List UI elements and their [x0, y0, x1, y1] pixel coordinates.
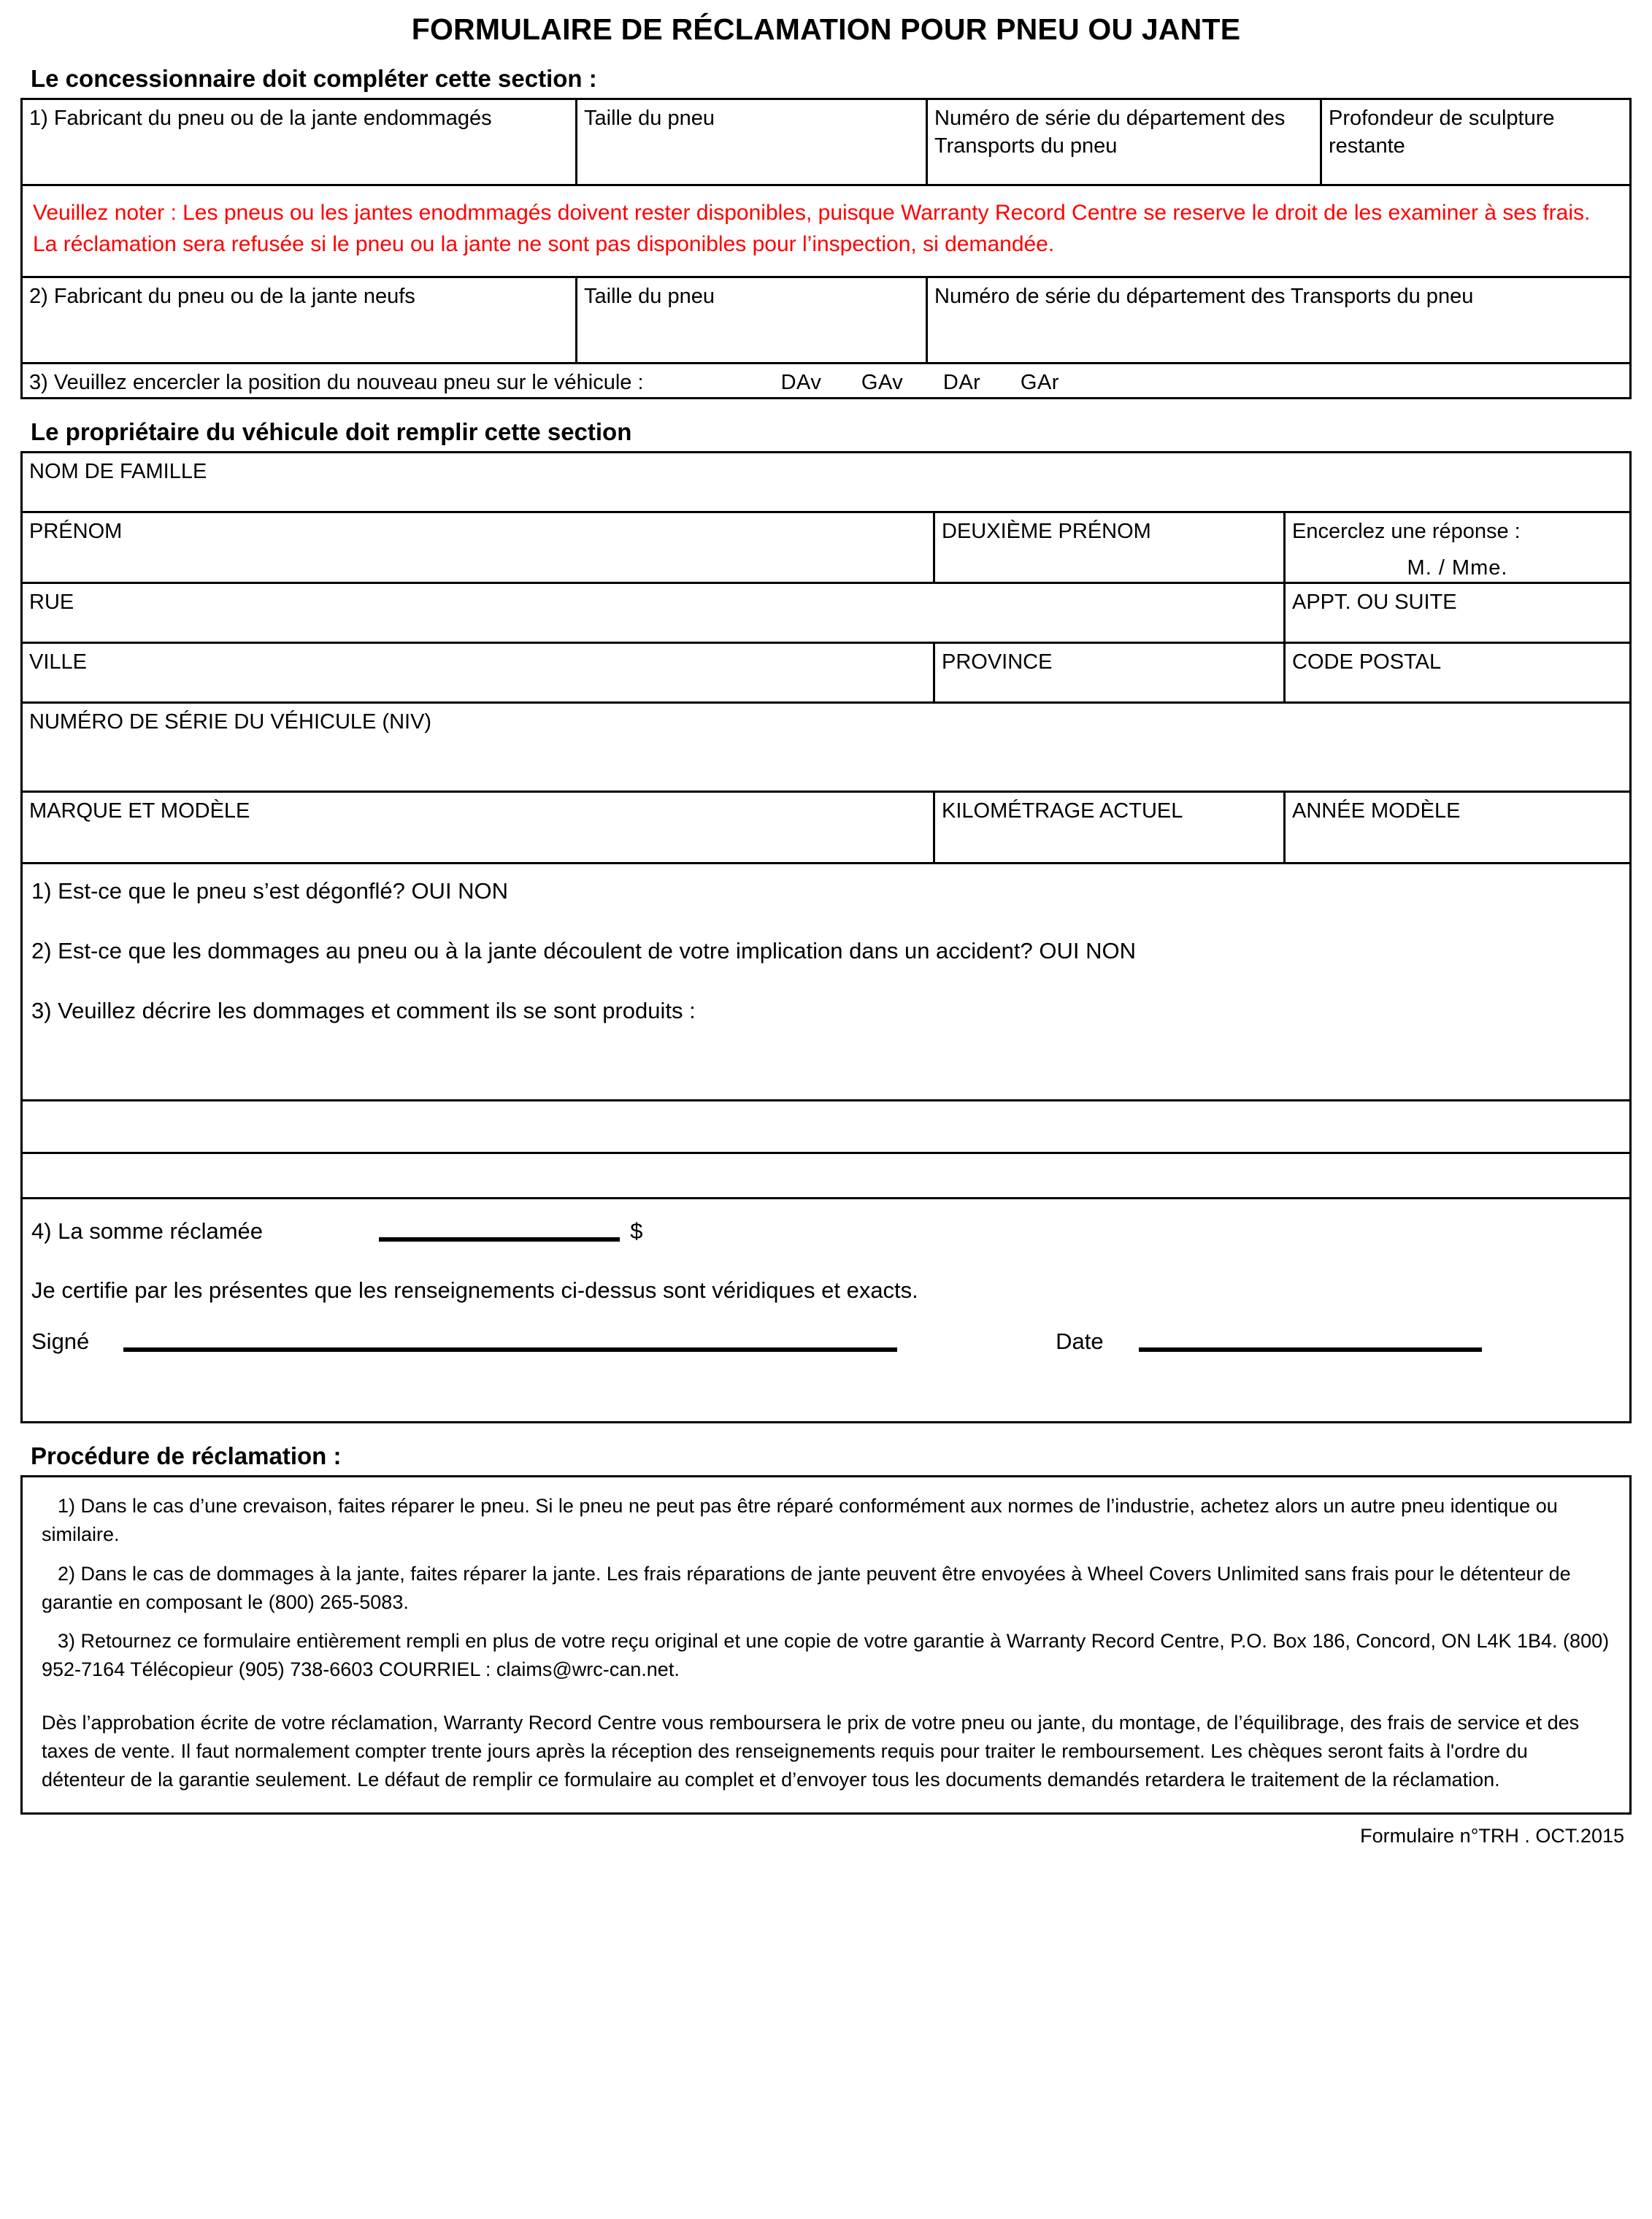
- field-middle-name[interactable]: [934, 512, 1285, 582]
- procedure-item-2: 2) Dans le cas de dommages à la jante, faites réparer la jante. Les frais réparations de jante peuvent être envoyées à Wheel Covers Unlimited sans frais pour le détenteur de garantie en composant le (800) 265-5083.: [42, 1562, 1571, 1613]
- owner-row-names: [22, 512, 1631, 582]
- signature-input[interactable]: [123, 1328, 897, 1352]
- procedure-item-3: 3) Retournez ce formulaire entièrement rempli en plus de votre reçu original et une copie de votre garantie à Warranty Record Centre, P.O. Box 186, Concord, ON L4K 1B4. (800) 952-7164 Télécopieur (905) 738-6603 COURRIEL : claims@wrc-can.net.: [42, 1629, 1610, 1681]
- field-city-label: VILLE: [29, 650, 87, 674]
- signature-label: Signé: [31, 1328, 90, 1354]
- field-make-model-label: MARQUE ET MODÈLE: [29, 799, 250, 823]
- question-1[interactable]: 1) Est-ce que le pneu s’est dégonflé? OUI NON: [31, 878, 509, 904]
- tire-position-option-gav[interactable]: GAv: [861, 371, 904, 395]
- field-vin-label: NUMÉRO DE SÉRIE DU VÉHICULE (NIV): [29, 710, 432, 734]
- question-2[interactable]: 2) Est-ce que les dommages au pneu ou à la jante découlent de votre implication dans un accident? OUI NON: [31, 938, 1136, 964]
- field-model-year[interactable]: [1285, 792, 1631, 864]
- field-first-name[interactable]: [22, 512, 934, 582]
- procedure-section-heading: Procédure de réclamation :: [31, 1442, 342, 1470]
- owner-row-description-line-2: [22, 1153, 1631, 1199]
- field-new-tire-size-label: Taille du pneu: [584, 285, 715, 309]
- form-footer: Formulaire n°TRH . OCT.2015: [1360, 1824, 1624, 1847]
- owner-row-description-line-1: [22, 1101, 1631, 1153]
- field-street-label: RUE: [29, 591, 74, 615]
- owner-table: [20, 451, 1632, 1423]
- field-postal-code-label: CODE POSTAL: [1292, 650, 1442, 674]
- field-new-dot-serial[interactable]: [927, 277, 1631, 364]
- field-title-prompt: Encerclez une réponse :: [1292, 519, 1521, 543]
- tire-position-row: [22, 364, 1631, 399]
- owner-row-amount-sign: [22, 1199, 1631, 1423]
- claim-amount-currency: $: [630, 1218, 643, 1245]
- field-damaged-dot-serial[interactable]: [927, 99, 1321, 185]
- field-new-manufacturer-label: 2) Fabricant du pneu ou de la jante neufs: [29, 285, 415, 309]
- date-input[interactable]: [1139, 1328, 1482, 1352]
- field-apt-label: APPT. OU SUITE: [1292, 591, 1457, 615]
- procedure-box: [20, 1475, 1632, 1814]
- owner-row-lastname: [22, 452, 1631, 512]
- tire-position-option-dav[interactable]: DAv: [780, 371, 822, 395]
- question-spacer-1: [31, 907, 1619, 936]
- field-mileage-label: KILOMÉTRAGE ACTUEL: [942, 799, 1183, 823]
- field-tread-depth[interactable]: [1321, 99, 1631, 185]
- field-new-manufacturer[interactable]: [22, 277, 577, 364]
- dealer-row-damaged: [22, 99, 1631, 185]
- dealer-warning-row: [22, 185, 1631, 277]
- claim-amount-input[interactable]: [379, 1218, 620, 1242]
- page-title: FORMULAIRE DE RÉCLAMATION POUR PNEU OU JANTE: [411, 12, 1241, 46]
- question-spacer-2: [31, 966, 1619, 996]
- field-damaged-tire-size-label: Taille du pneu: [584, 107, 715, 131]
- field-first-name-label: PRÉNOM: [29, 519, 123, 543]
- field-province[interactable]: [934, 643, 1285, 703]
- tire-position-options: [781, 369, 1093, 397]
- tire-position-label: 3) Veuillez encercler la position du nouveau pneu sur le véhicule :: [29, 371, 644, 395]
- field-damaged-tire-size[interactable]: [577, 99, 927, 185]
- field-new-tire-size[interactable]: [577, 277, 927, 364]
- field-damaged-manufacturer-label: 1) Fabricant du pneu ou de la jante endommagés: [29, 107, 492, 131]
- field-middle-name-label: DEUXIÈME PRÉNOM: [942, 519, 1151, 543]
- owner-row-vehicle: [22, 792, 1631, 864]
- tire-position-option-dar[interactable]: DAr: [942, 371, 981, 395]
- certification-text: Je certifie par les présentes que les renseignements ci-dessus sont véridiques et exacts.: [31, 1277, 918, 1303]
- field-damaged-dot-serial-label: Numéro de série du département des Transports du pneu: [934, 107, 1286, 158]
- owner-section-heading: Le propriétaire du véhicule doit remplir cette section: [31, 418, 632, 445]
- owner-row-city: [22, 643, 1631, 703]
- field-city[interactable]: [22, 643, 934, 703]
- field-apt[interactable]: [1285, 583, 1631, 643]
- field-mileage[interactable]: [934, 792, 1285, 864]
- dealer-section-heading: Le concessionnaire doit compléter cette section :: [31, 65, 597, 93]
- field-province-label: PROVINCE: [942, 650, 1053, 674]
- field-last-name[interactable]: [22, 452, 1631, 512]
- description-write-line-1[interactable]: [22, 1101, 1631, 1153]
- field-make-model[interactable]: [22, 792, 934, 864]
- field-new-dot-serial-label: Numéro de série du département des Transports du pneu: [934, 285, 1474, 309]
- field-title-options[interactable]: M. / Mme.: [1407, 555, 1508, 580]
- field-last-name-label: NOM DE FAMILLE: [29, 459, 207, 483]
- field-postal-code[interactable]: [1285, 643, 1631, 703]
- owner-row-questions: [22, 864, 1631, 1101]
- field-street[interactable]: [22, 583, 1285, 643]
- dealer-table: [20, 98, 1632, 399]
- claim-amount-label: 4) La somme réclamée: [31, 1218, 264, 1245]
- owner-row-street: [22, 583, 1631, 643]
- owner-row-vin: [22, 703, 1631, 792]
- field-damaged-manufacturer[interactable]: [22, 99, 577, 185]
- question-3: 3) Veuillez décrire les dommages et comment ils se sont produits :: [31, 998, 696, 1024]
- questions-cell: [22, 864, 1631, 1101]
- description-write-line-2[interactable]: [22, 1153, 1631, 1199]
- field-model-year-label: ANNÉE MODÈLE: [1292, 799, 1461, 823]
- claim-amount-row: [31, 1217, 1619, 1246]
- dealer-row-position: [22, 364, 1631, 399]
- signature-row: [31, 1305, 1619, 1356]
- field-tread-depth-label: Profondeur de sculpture restante: [1329, 107, 1555, 158]
- dealer-row-new: [22, 277, 1631, 364]
- date-label: Date: [1056, 1328, 1104, 1354]
- procedure-closing-text: Dès l’approbation écrite de votre réclamation, Warranty Record Centre vous remboursera le prix de votre pneu ou jante, du montage, de l’équilibrage, des frais de service et des taxes de vente. Il faut normalement compter trente jours après la réception des renseignements requis pour traiter le remboursement. Les chèques seront faits à l'ordre du détenteur de la garantie seulement. Le défaut de remplir ce formulaire au complet et d’envoyer tous les documents demandés retardera le traitement de la réclamation.: [42, 1712, 1580, 1791]
- field-vin[interactable]: [22, 703, 1631, 792]
- amount-signature-cell: [22, 1199, 1631, 1423]
- tire-position-option-gar[interactable]: GAr: [1020, 371, 1059, 395]
- warning-note: Veuillez noter : Les pneus ou les jantes enodmmagés doivent rester disponibles, puisque Warranty Record Centre se reserve le droit de les examiner à ses frais. La réclamation sera refusée si le pneu ou la jante ne sont pas disponibles pour l’inspection, si demandée.: [22, 185, 1631, 277]
- procedure-item-1: 1) Dans le cas d’une crevaison, faites réparer le pneu. Si le pneu ne peut pas être réparé conformément aux normes de l’industrie, achetez alors un autre pneu identique ou similaire.: [42, 1495, 1558, 1546]
- field-title[interactable]: [1285, 512, 1631, 582]
